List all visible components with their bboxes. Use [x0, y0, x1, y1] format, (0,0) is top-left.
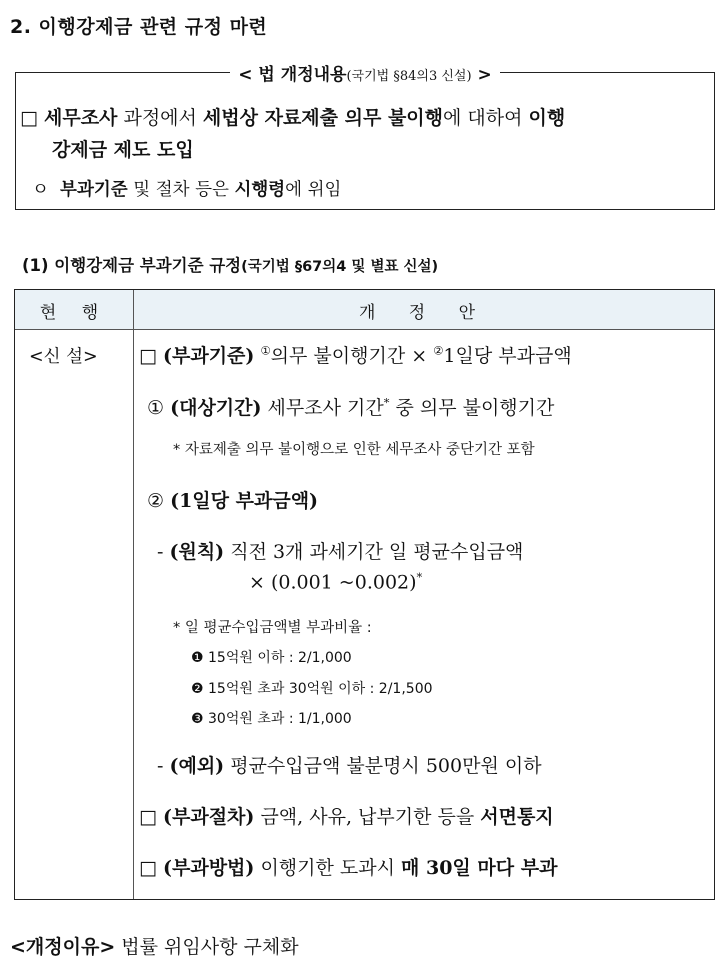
method-label: (부과방법)	[163, 857, 255, 879]
square-bullet-icon: □	[20, 107, 38, 129]
principle-text: 직전 3개 과세기간 일 평균수입금액	[224, 541, 524, 563]
comparison-table	[14, 289, 715, 900]
law-item-1-b: 과정에서	[117, 107, 203, 129]
target-period-text: 세무조사 기간	[261, 397, 384, 419]
column-divider	[133, 290, 134, 899]
reason-label: <개정이유>	[10, 936, 116, 958]
row-principle	[157, 537, 523, 564]
target-period-rest: 중 의무 불이행기간	[389, 397, 555, 419]
row-exception	[157, 751, 542, 778]
criteria-text-1: 의무 불이행기간 ×	[270, 345, 434, 367]
law-box-title-ref: (국기법 §84의3 신설)	[346, 69, 472, 84]
law-box-title-main: < 법 개정내용	[238, 65, 347, 85]
law-box-title-end: >	[471, 65, 492, 85]
rate-item-3	[191, 708, 352, 728]
circle-bullet-icon: ㅇ	[32, 180, 49, 200]
daily-amount-label: (1일당 부과금액)	[170, 490, 319, 512]
law-item-2-c: 시행령	[234, 180, 286, 200]
row-principle-rate	[249, 570, 422, 593]
circle-two-icon: ②	[433, 343, 444, 358]
header-revised: 개 정 안	[358, 303, 490, 323]
square-bullet-icon: □	[139, 345, 157, 367]
circle-one-icon: ①	[147, 397, 165, 419]
target-period-label: (대상기간)	[170, 397, 262, 419]
law-item-2-a: 부과기준	[60, 180, 128, 200]
criteria-label: (부과기준)	[163, 345, 255, 367]
law-item-2-b: 및 절차 등은	[127, 180, 235, 200]
filled-circle-two-icon: ❷	[191, 681, 204, 697]
procedure-label: (부과절차)	[163, 806, 255, 828]
row-daily-amount	[147, 486, 318, 513]
current-cell: <신 설>	[29, 347, 98, 367]
procedure-bold: 서면통지	[480, 806, 554, 828]
law-item-1-line-2: 강제금 제도 도입	[52, 139, 194, 161]
target-period-note: * 자료제출 의무 불이행으로 인한 세무조사 중단기간 포함	[173, 442, 535, 458]
law-item-2-d: 에 위임	[285, 180, 342, 200]
criteria-text-2: 1일당 부과금액	[443, 345, 572, 367]
header-current: 현 행	[39, 303, 109, 323]
law-item-2	[32, 176, 341, 201]
sub-title	[22, 252, 438, 276]
method-text: 이행기한 도과시	[254, 857, 402, 879]
rate-item-2-text: 15억원 초과 30억원 이하 : 2/1,500	[208, 681, 433, 697]
principle-label: (원칙)	[169, 541, 225, 563]
circle-one-icon: ①	[260, 343, 271, 358]
asterisk-mark: *	[383, 395, 390, 410]
exception-text: 평균수입금액 불분명시 500만원 이하	[224, 755, 542, 777]
filled-circle-three-icon: ❸	[191, 711, 204, 727]
rate-item-1-text: 15억원 이하 : 2/1,000	[208, 650, 352, 666]
law-item-1-d: 에 대하여	[443, 107, 529, 129]
reason-text: 법률 위임사항 구체화	[115, 936, 299, 958]
rate-item-2	[191, 678, 433, 698]
row-criteria	[139, 341, 572, 368]
sub-title-main: (1) 이행강제금 부과기준 규정	[22, 256, 242, 275]
law-item-1-c: 세법상 자료제출 의무 불이행	[202, 107, 444, 129]
dash-mark: -	[157, 541, 164, 563]
asterisk-mark: *	[416, 570, 423, 584]
square-bullet-icon: □	[139, 806, 157, 828]
square-bullet-icon: □	[139, 857, 157, 879]
rates-note: * 일 평균수입금액별 부과비율 :	[173, 620, 372, 636]
law-item-1-line-1	[20, 103, 565, 130]
law-item-1-a: 세무조사	[44, 107, 118, 129]
sub-title-ref: (국기법 §67의4 및 별표 신설)	[241, 259, 439, 275]
rate-item-1	[191, 647, 352, 667]
circle-two-icon: ②	[147, 490, 165, 512]
law-box-title	[16, 60, 714, 85]
section-title: 2. 이행강제금 관련 규정 마련	[10, 16, 268, 38]
dash-mark: -	[157, 755, 164, 777]
amendment-reason	[10, 932, 299, 959]
filled-circle-one-icon: ❶	[191, 650, 204, 666]
law-amendment-box	[15, 65, 715, 210]
method-bold: 매 30일 마다 부과	[401, 857, 558, 879]
procedure-text: 금액, 사유, 납부기한 등을	[254, 806, 481, 828]
rate-item-3-text: 30억원 초과 : 1/1,000	[208, 711, 352, 727]
principle-rate: × (0.001 ~0.002)	[249, 571, 417, 594]
row-method	[139, 853, 557, 880]
row-target-period	[147, 393, 554, 420]
table-header	[15, 290, 714, 330]
row-procedure	[139, 802, 554, 829]
law-item-1-e: 이행	[528, 107, 566, 129]
exception-label: (예외)	[169, 755, 225, 777]
